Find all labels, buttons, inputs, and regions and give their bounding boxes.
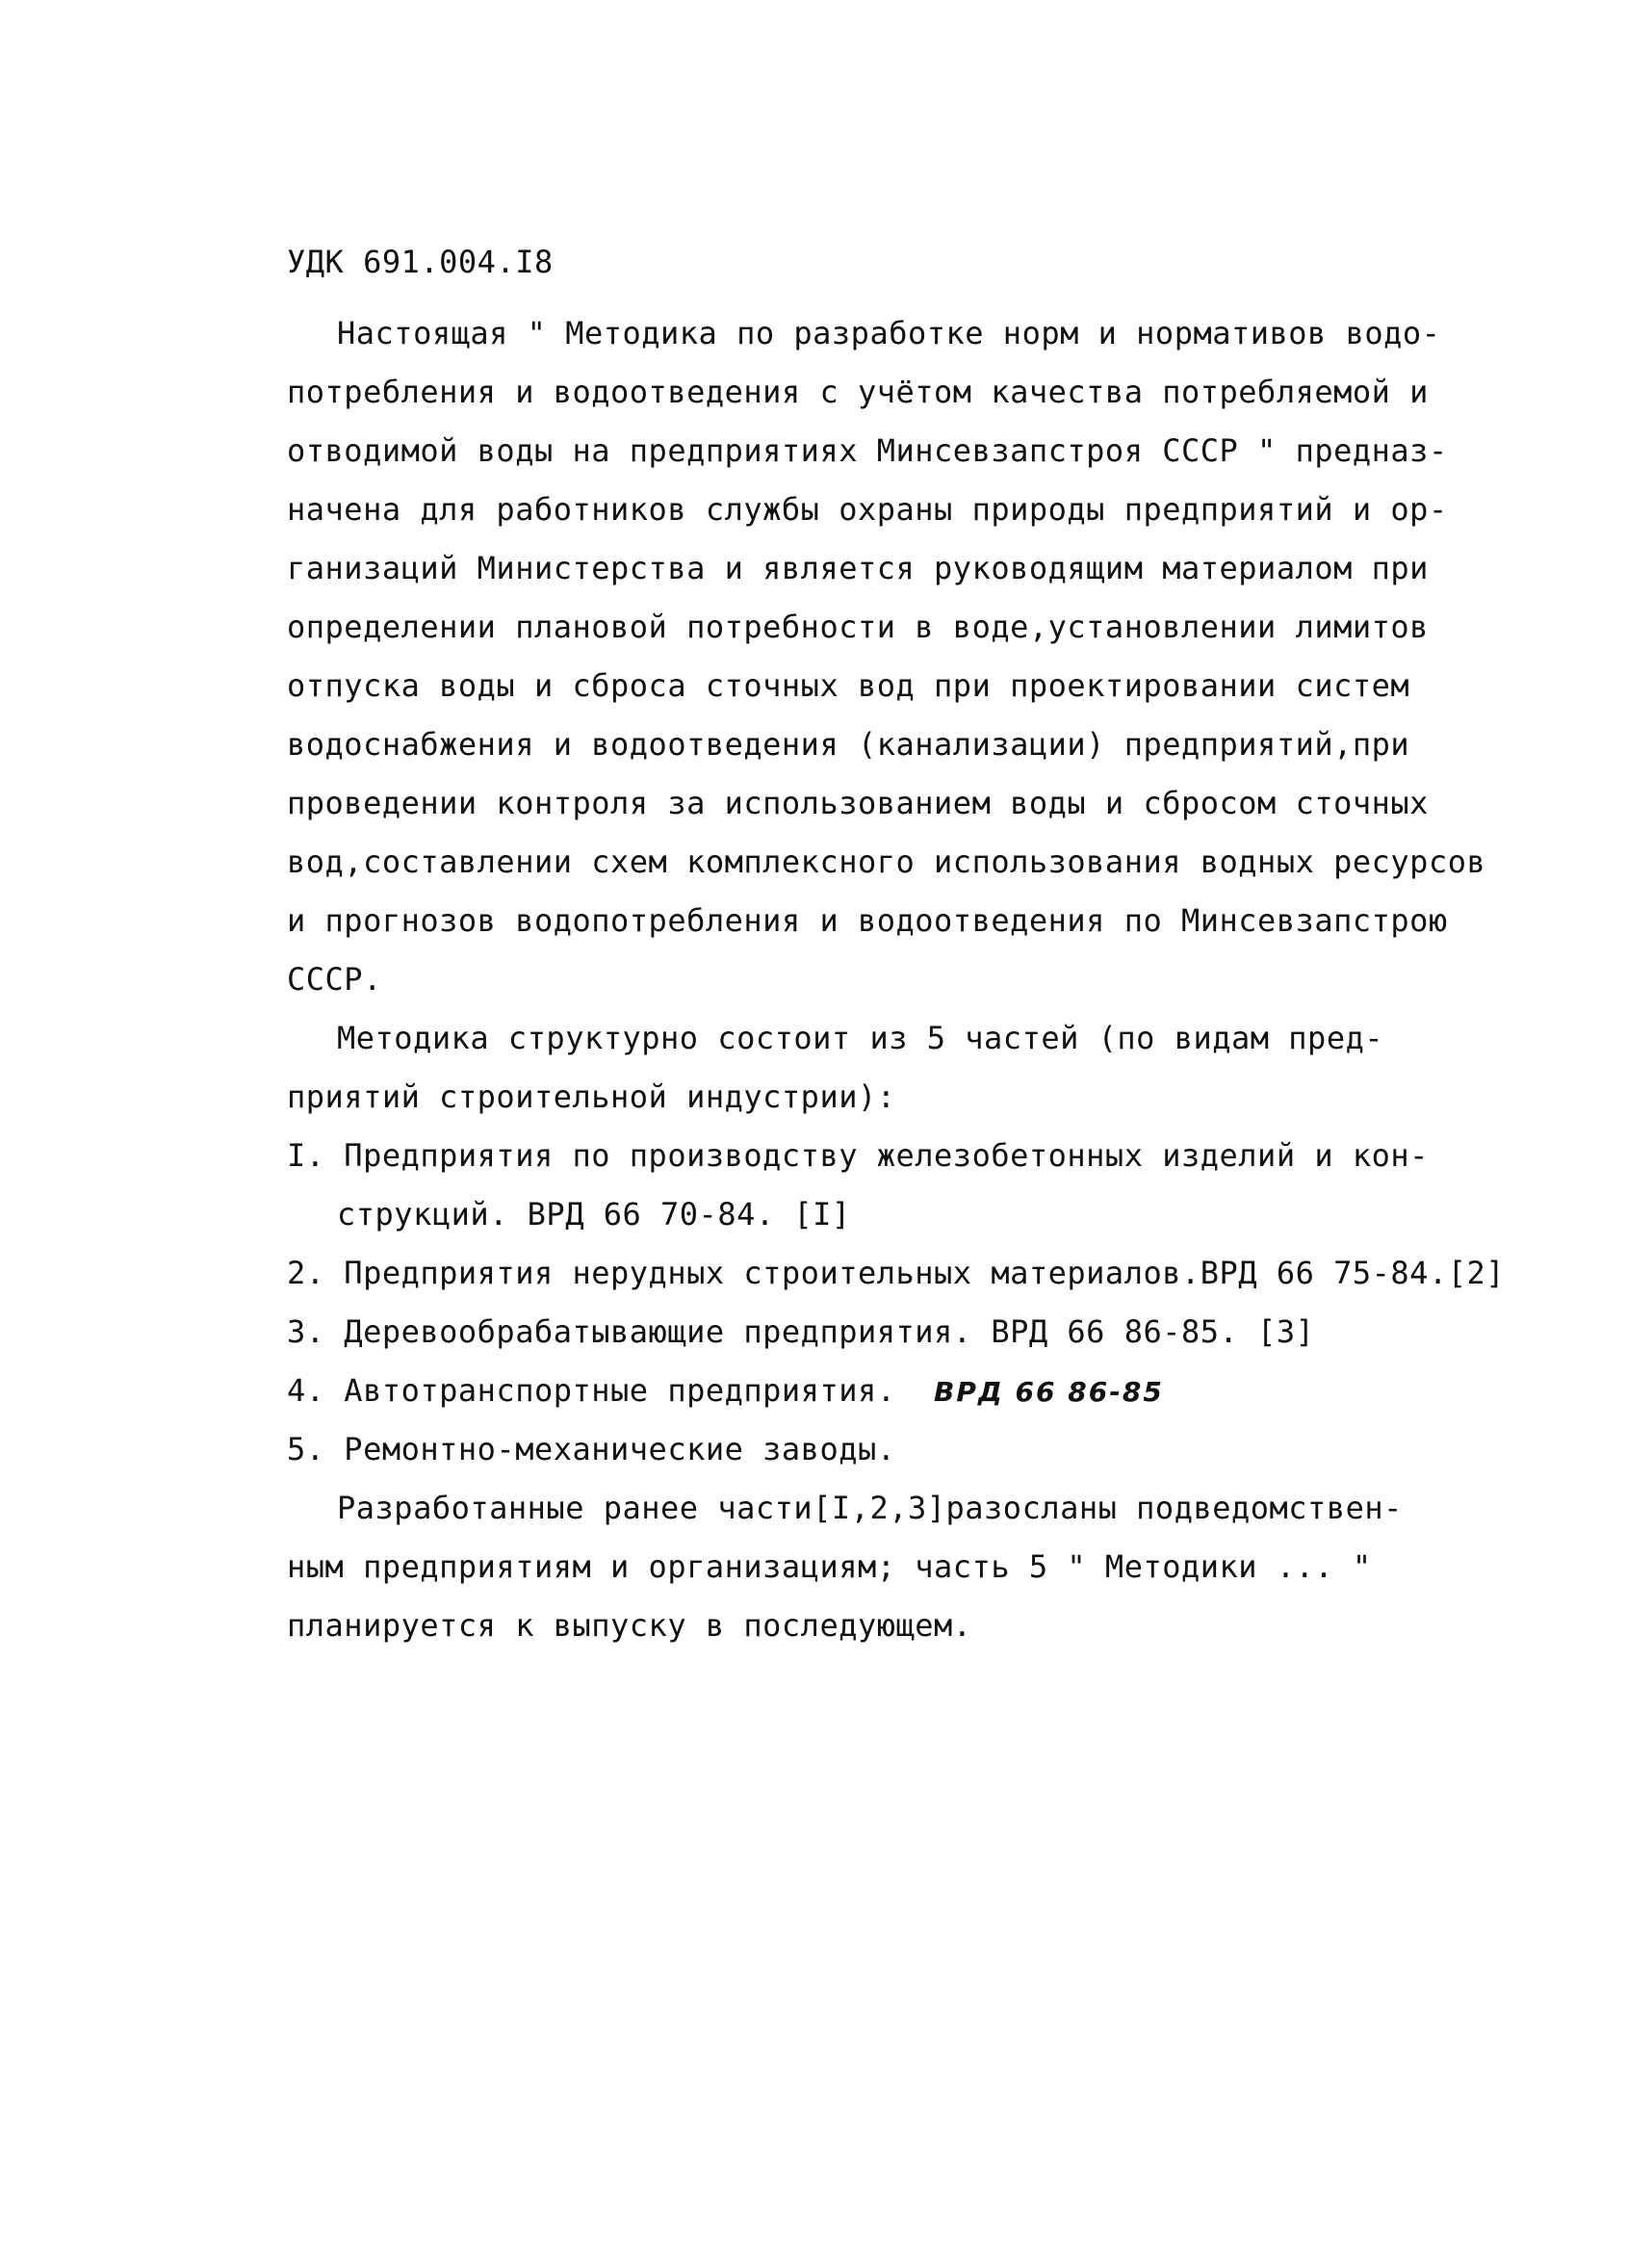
part-item-5: 5. Ремонтно-механические заводы.	[287, 1431, 896, 1467]
intro-line: проведении контроля за использованием воды и сбросом сточных	[287, 785, 1429, 821]
structure-line: Методика структурно состоит из 5 частей (по видам пред-	[337, 1020, 1384, 1056]
part-item-4: 4. Автотранспортные предприятия.	[287, 1372, 896, 1409]
intro-line: ганизаций Министерства и является руководящим материалом при	[287, 550, 1429, 586]
closing-line: планируется к выпуску в последующем.	[287, 1607, 972, 1644]
intro-line: вод,составлении схем комплексного использования водных ресурсов	[287, 844, 1486, 880]
intro-line: водоснабжения и водоотведения (канализации) предприятий,при	[287, 726, 1410, 763]
intro-line: определении плановой потребности в воде,установлении лимитов	[287, 609, 1429, 645]
closing-line: ным предприятиям и организациям; часть 5 " Методики ... "	[287, 1548, 1372, 1585]
udc-code: УДК 691.004.I8	[287, 244, 554, 280]
part-item-4-handwritten-code: ВРД 66 86-85	[934, 1376, 1164, 1408]
intro-line: потребления и водоотведения с учётом качества потребляемой и	[287, 374, 1429, 410]
part-item-1-continuation: струкций. ВРД 66 70-84. [I]	[337, 1196, 851, 1233]
structure-line: приятий строительной индустрии):	[287, 1078, 896, 1115]
part-item-2: 2. Предприятия нерудных строительных материалов.ВРД 66 75-84.[2]	[287, 1255, 1505, 1291]
part-item-3: 3. Деревообрабатывающие предприятия. ВРД 66 86-85. [3]	[287, 1313, 1315, 1350]
intro-line: СССР.	[287, 961, 382, 998]
intro-line: отводимой воды на предприятиях Минсевзапстроя СССР " предназ-	[287, 432, 1448, 469]
part-item-1: I. Предприятия по производству железобетонных изделий и кон-	[287, 1137, 1429, 1174]
intro-line: отпуска воды и сброса сточных вод при проектировании систем	[287, 667, 1410, 704]
intro-line: начена для работников службы охраны природы предприятий и ор-	[287, 491, 1448, 528]
intro-line: Настоящая " Методика по разработке норм и нормативов водо-	[337, 315, 1441, 351]
intro-line: и прогнозов водопотребления и водоотведения по Минсевзапстрою	[287, 902, 1448, 939]
closing-line: Разработанные ранее части[I,2,3]разосланы подведомствен-	[337, 1490, 1403, 1526]
